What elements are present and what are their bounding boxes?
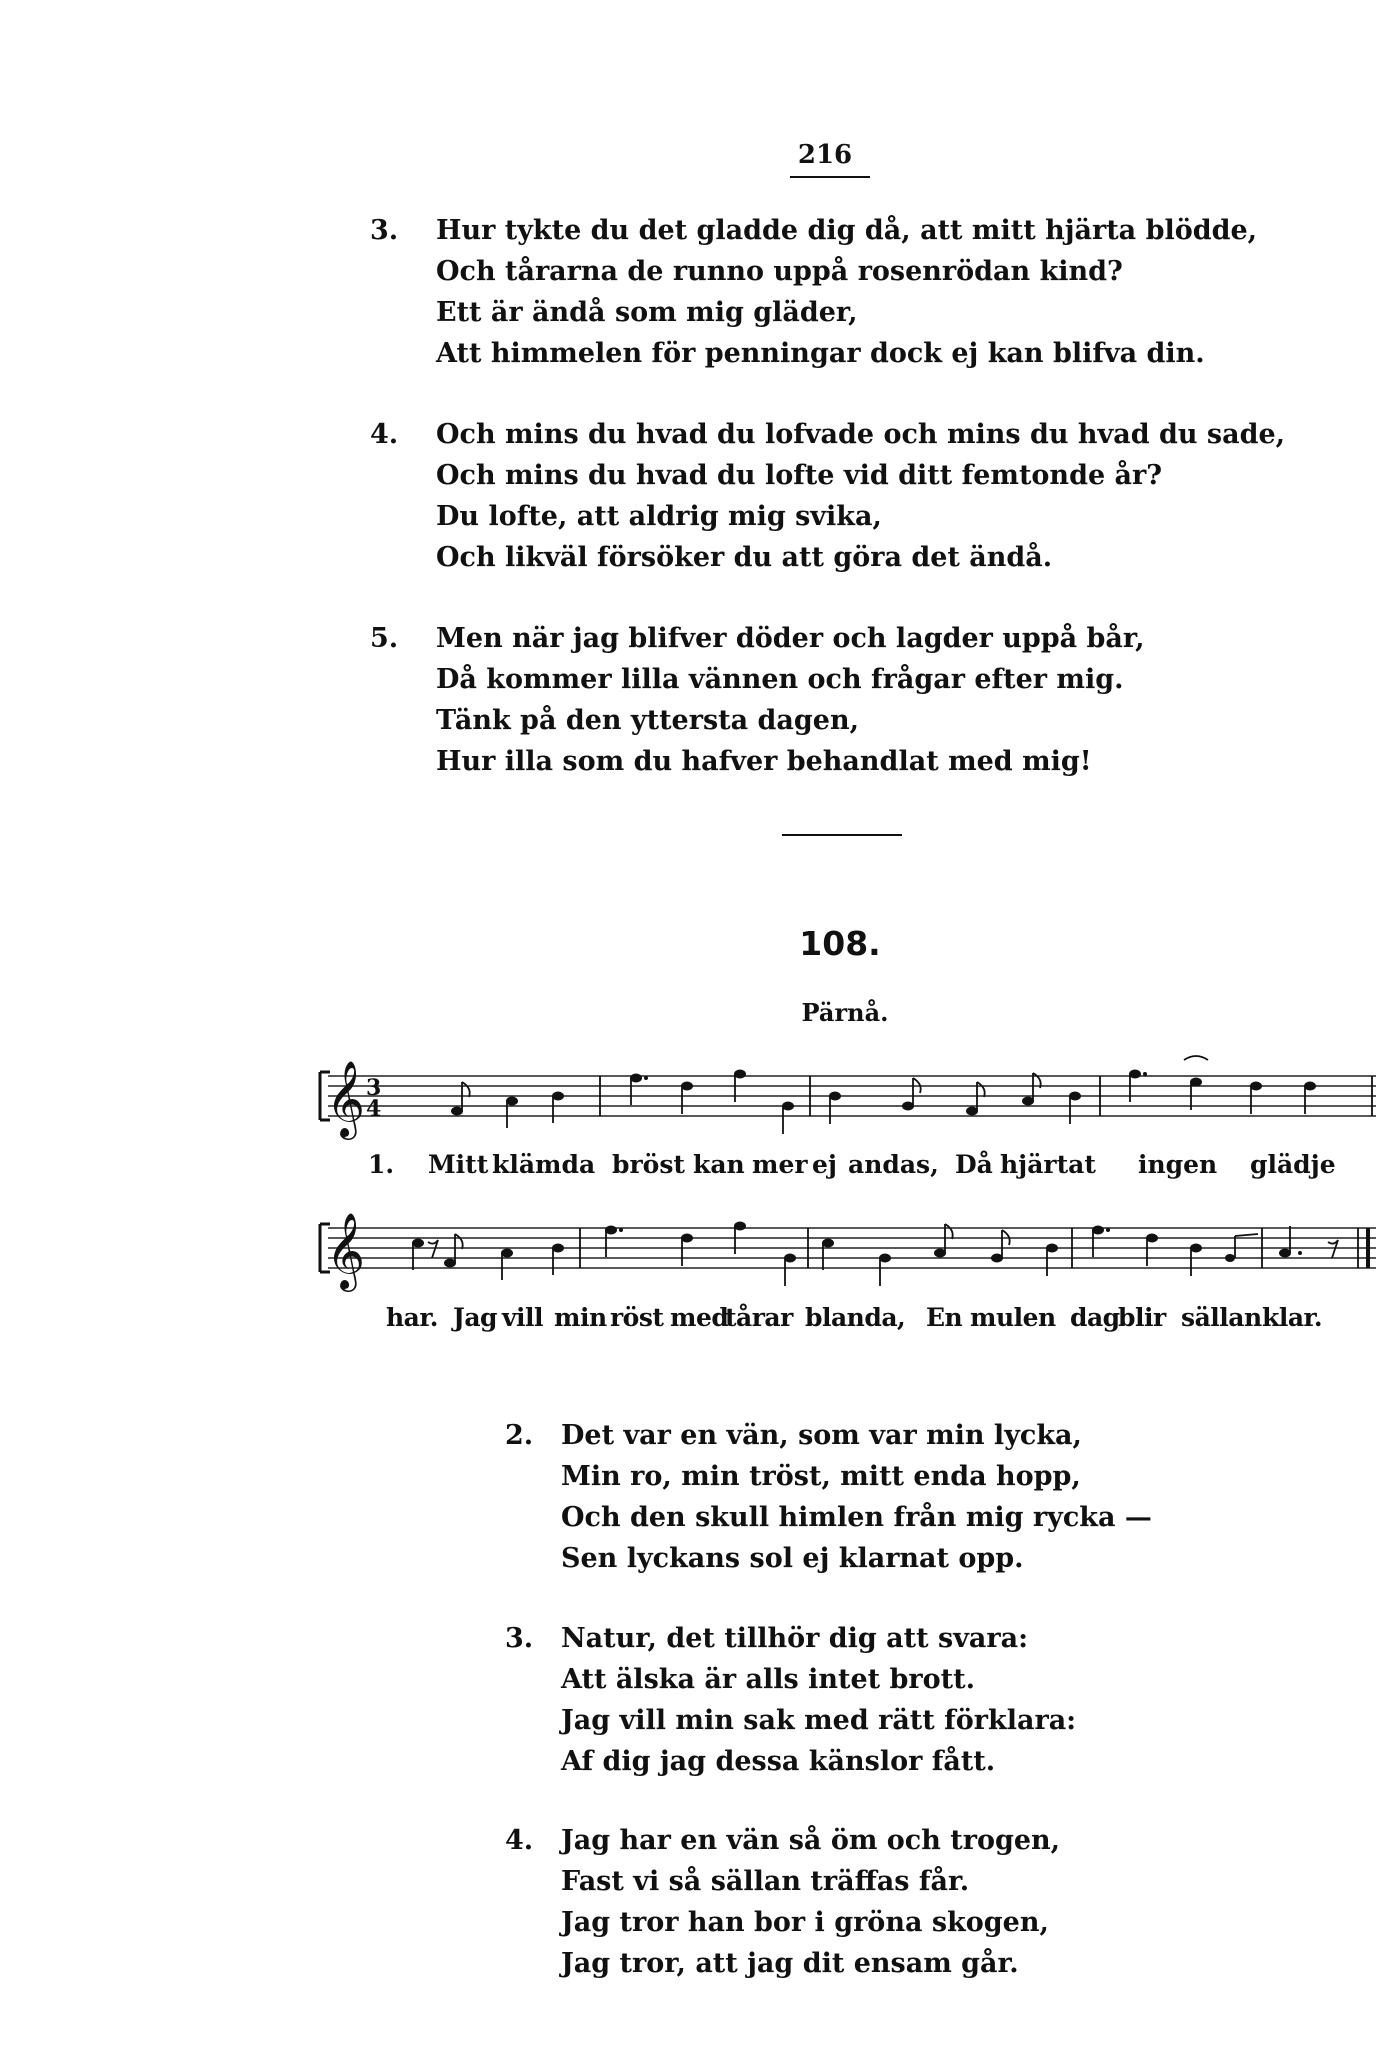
lyric-word: blanda, [805, 1303, 906, 1332]
lyric-word: Jag [453, 1303, 498, 1332]
treble-clef-icon: 𝄞 [326, 1060, 366, 1137]
rest-icon [1328, 1240, 1338, 1258]
music-note [501, 1249, 513, 1281]
music-note [1184, 1056, 1208, 1110]
stanza-line: Fast vi så sällan träffas får. [561, 1866, 970, 1897]
music-note [1304, 1082, 1316, 1115]
lyric-word: kan [693, 1150, 745, 1179]
music-note [1022, 1073, 1041, 1106]
stanza-line: Natur, det tillhör dig att svara: [561, 1623, 1029, 1654]
song-stanza-2 [505, 1415, 1225, 1585]
music-staff-1 [300, 1048, 1380, 1148]
music-note [552, 1092, 564, 1124]
lyric-word: med [670, 1303, 729, 1332]
music-note [829, 1092, 841, 1125]
stanza-line: Du lofte, att aldrig mig svika, [436, 501, 882, 532]
song-place: Pärnå. [801, 998, 889, 1027]
stanza-number: 4. [370, 419, 399, 450]
time-signature-bottom: 4 [366, 1096, 382, 1122]
music-note [412, 1239, 424, 1271]
lyric-word: röst [610, 1303, 664, 1332]
music-note [1046, 1244, 1058, 1277]
lyric-word: 1. [368, 1150, 395, 1179]
stanza-number: 2. [505, 1420, 534, 1451]
lyric-word: blir [1118, 1303, 1166, 1332]
stanza-line: Det var en vän, som var min lycka, [561, 1420, 1082, 1451]
lyric-word: har. [386, 1303, 438, 1332]
stanza-line: Hur illa som du hafver behandlat med mig! [436, 746, 1092, 777]
music-note [1279, 1226, 1302, 1258]
stanza-number: 3. [505, 1623, 534, 1654]
stanza-number: 5. [370, 623, 399, 654]
stanza-number: 3. [370, 215, 399, 246]
music-note [506, 1097, 518, 1129]
lyric-word: klar. [1262, 1303, 1323, 1332]
stanza-line: Sen lyckans sol ej klarnat opp. [561, 1543, 1024, 1574]
lyric-word: vill [502, 1303, 544, 1332]
lyric-word: Mitt [428, 1150, 489, 1179]
stanza-line: Och mins du hvad du lofvade och mins du hvad du sade, [436, 419, 1286, 450]
lyric-word: glädje [1250, 1150, 1336, 1179]
lyric-word: andas, [848, 1150, 939, 1179]
lyric-word: dag [1070, 1303, 1120, 1332]
section-divider [782, 834, 902, 836]
lyric-word: mulen [970, 1303, 1056, 1332]
stanza-line: Jag tror han bor i gröna skogen, [561, 1907, 1049, 1938]
music-note [1250, 1082, 1262, 1115]
music-note [782, 1102, 794, 1135]
music-note [879, 1254, 891, 1287]
treble-clef-icon: 𝄞 [326, 1212, 366, 1289]
song-stanza-4 [505, 1820, 1225, 1990]
music-note [1146, 1234, 1158, 1267]
song-number: 108. [799, 924, 881, 963]
stanza-line: Jag vill min sak med rätt förklara: [561, 1705, 1077, 1736]
stanza-line: Tänk på den yttersta dagen, [436, 705, 859, 736]
stanza-line: Då kommer lilla vännen och frågar efter mig. [436, 664, 1124, 695]
lyric-word: mer [752, 1150, 808, 1179]
stanza-line: Att himmelen för penningar dock ej kan blifva din. [436, 338, 1205, 369]
music-note [966, 1082, 985, 1116]
stanza-line: Min ro, min tröst, mitt enda hopp, [561, 1461, 1081, 1492]
music-note [681, 1234, 693, 1267]
stanza-line: Och tårarna de runno uppå rosenrödan kind? [436, 256, 1123, 287]
stanza-line: Att älska är alls intet brott. [561, 1664, 975, 1695]
lyric-word: min [554, 1303, 607, 1332]
music-note [934, 1224, 953, 1258]
prev-stanza-5 [370, 618, 1270, 788]
time-signature-top: 3 [366, 1075, 382, 1101]
prev-stanza-3 [370, 210, 1270, 380]
lyric-word: En [926, 1303, 963, 1332]
stanza-line: Men när jag blifver döder och lagder uppå bår, [436, 623, 1145, 654]
music-staff-2 [300, 1200, 1380, 1300]
page-number-rule [790, 176, 870, 178]
stanza-line: Af dig jag dessa känslor fått. [561, 1746, 996, 1777]
music-note [630, 1074, 648, 1106]
lyric-word: Då [955, 1150, 993, 1179]
stanza-line: Och mins du hvad du lofte vid ditt femtonde år? [436, 460, 1163, 491]
stanza-line: Ett är ändå som mig gläder, [436, 297, 858, 328]
music-note [552, 1244, 564, 1276]
lyric-word: ej [812, 1150, 837, 1179]
stanza-line: Jag tror, att jag dit ensam går. [561, 1948, 1019, 1979]
stanza-line: Och den skull himlen från mig rycka — [561, 1502, 1152, 1533]
song-stanza-3 [505, 1618, 1225, 1788]
stanza-line: Hur tykte du det gladde dig då, att mitt hjärta blödde, [436, 215, 1258, 246]
rest-icon [428, 1240, 438, 1258]
music-note [784, 1254, 796, 1287]
music-note [681, 1082, 693, 1115]
lyric-word: hjärtat [1000, 1150, 1096, 1179]
lyric-word: klämda [492, 1150, 596, 1179]
stanza-line: Jag har en vän så öm och trogen, [561, 1825, 1061, 1856]
lyric-word: ingen [1138, 1150, 1218, 1179]
lyric-word: tårar [725, 1303, 793, 1332]
music-note [1092, 1226, 1110, 1258]
music-note [605, 1226, 623, 1258]
music-note [1190, 1244, 1202, 1277]
lyric-word: sällan [1181, 1303, 1262, 1332]
prev-stanza-4 [370, 414, 1286, 584]
lyric-word: bröst [612, 1150, 685, 1179]
music-note [1069, 1092, 1081, 1125]
stanza-number: 4. [505, 1825, 534, 1856]
page-number: 216 [797, 140, 853, 170]
music-note [444, 1234, 463, 1268]
music-note [451, 1082, 470, 1116]
stanza-line: Och likväl försöker du att göra det ändå. [436, 542, 1053, 573]
music-note [822, 1239, 834, 1271]
